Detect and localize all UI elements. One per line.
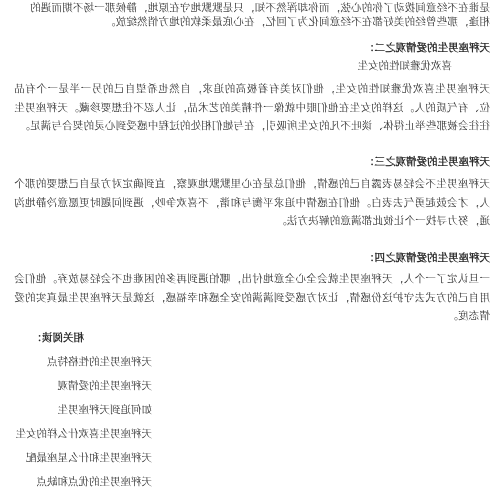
related-link[interactable]: 天秤座男生的优点和缺点 bbox=[36, 476, 152, 488]
section-subheading: 喜欢优雅知性的女生 bbox=[357, 60, 452, 72]
related-link[interactable]: 天秤座男生的爱情观 bbox=[57, 380, 152, 392]
section-heading: 天秤座男生的爱情观之三： bbox=[364, 156, 490, 168]
section-heading: 天秤座男生的爱情观之二： bbox=[364, 42, 490, 54]
intro-line: 是谁在不经意间拨动了你的心弦，而你却浑然不知，只是默默地守在原地，静候那一场不期而遇的 bbox=[29, 2, 490, 14]
related-link[interactable]: 如何追到天秤座男生 bbox=[57, 404, 152, 416]
related-link[interactable]: 天秤座男生的性格特点 bbox=[47, 356, 152, 368]
section-paragraph: 天秤座男生喜欢优雅知性的女生，他们对美有着极高的追求，自然也希望自己的另一半是一个有品位、有气质的人。这样的女生在他们眼中就像一件精美的艺术品，让人忍不住想要珍藏。天秤座男生往往会被那些举止得体、谈吐不凡的女生所吸引，在与她们相处的过程中感受到心灵的契合与满足。 bbox=[14, 83, 490, 132]
section-paragraph: 一旦认定了一个人，天秤座男生就会全心全意地付出，哪怕遇到再多的困难也不会轻易放弃。他们会用自己的方式去守护这份感情，让对方感受到满满的安全感和幸福感，这就是天秤座男生最真实的爱情态度。 bbox=[14, 273, 490, 322]
related-link[interactable]: 天秤座男生喜欢什么样的女生 bbox=[15, 428, 152, 440]
related-link[interactable]: 天秤座男生和什么星座最配 bbox=[26, 452, 152, 464]
section-heading: 天秤座男生的爱情观之四： bbox=[364, 252, 490, 264]
related-reading-label: 相关阅读： bbox=[31, 332, 84, 344]
intro-line: 相逢，那些曾经的美好都在不经意间化为了回忆，在心底最柔软的地方悄然绽放。 bbox=[104, 16, 490, 28]
section-paragraph: 天秤座男生不会轻易表露自己的感情，他们总是在心里默默地观察，直到确定对方是自己想要的那个人，才会鼓起勇气去表白。他们在感情中追求平衡与和谐，不喜欢争吵，遇到问题时更愿意冷静地沟通，努力寻找一个让彼此都满意的解决方法。 bbox=[14, 178, 490, 227]
